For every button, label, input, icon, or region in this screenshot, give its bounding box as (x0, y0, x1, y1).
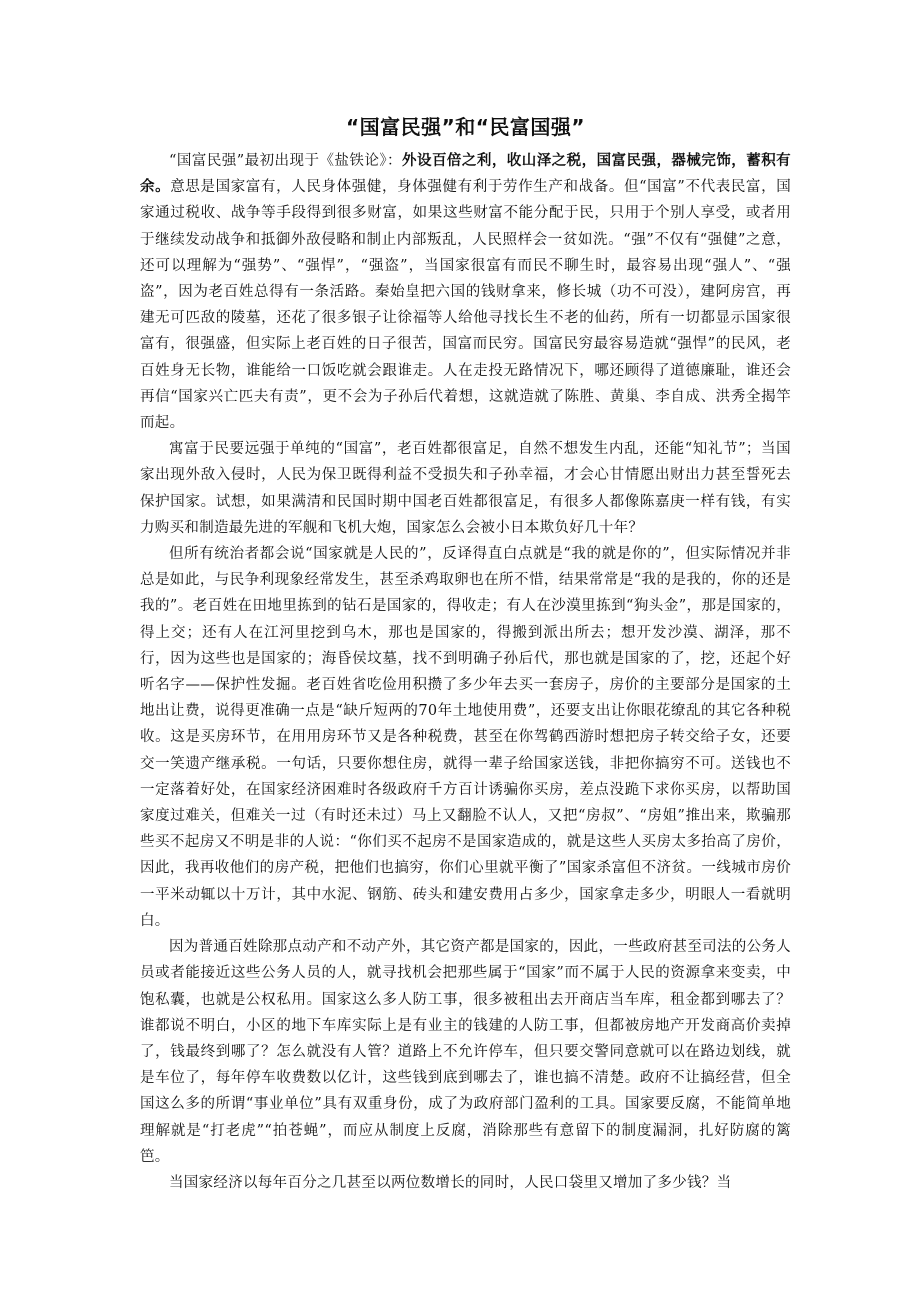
paragraph-1-lead: “国富民强”最初出现于《盐铁论》： (169, 153, 403, 169)
paragraph-3: 但所有统治者都会说“国家就是人民的”，反译得直白点就是“我的就是你的”，但实际情况并非总是如此，与民争利现象经常发生，甚至杀鸡取卵也在所不惜，结果常常是“我的是我的，你的还是我的”。老百姓在田地里拣到的钻石是国家的，得收走；有人在沙漠里拣到“狗头金”，那是国家的，得上交；还有人在江河里挖到乌木，那也是国家的，得搬到派出所去；想开发沙漠、湖泽，那不行，因为这些也是国家的；海昏侯坟墓，找不到明确子孙后代，那也就是国家的了，挖，还起个好听名字——保护性发掘。老百姓省吃俭用积攒了多少年去买一套房子，房价的主要部分是国家的土地出让费，说得更准确一点是“缺斤短两的70年土地使用费”，还要支出让你眼花缭乱的其它各种税收。这是买房环节，在用用房环节又是各种税费，甚至在你驾鹤西游时想把房子转交给子女，还要交一笑遗产继承税。一句话，只要你想住房，就得一辈子给国家送钱，非把你搞穷不可。送钱也不一定落着好处，在国家经济困难时各级政府千方百计诱骗你买房，差点没跪下求你买房，以帮助国家度过难关，但难关一过（有时还未过）马上又翻脸不认人，又把“房叔”、“房姐”推出来，欺骗那些买不起房又不明是非的人说：“你们买不起房不是国家造成的，就是这些人买房太多抬高了房价，因此，我再收他们的房产税，把他们也搞穷，你们心里就平衡了”国家杀富但不济贫。一线城市房价一平米动辄以十万计，其中水泥、钢筋、砖头和建安费用占多少，国家拿走多少，明眼人一看就明白。 (140, 546, 791, 929)
paragraph-1 (140, 148, 791, 436)
paragraph-4: 因为普通百姓除那点动产和不动产外，其它资产都是国家的，因此，一些政府甚至司法的公务人员或者能接近这些公务人员的人，就寻找机会把那些属于“国家”而不属于人民的资源拿来变卖，中饱私囊，也就是公权私用。国家这么多人防工事，很多被租出去开商店当车库，租金都到哪去了？谁都说不明白，小区的地下车库实际上是有业主的钱建的人防工事，但都被房地产开发商高价卖掉了，钱最终到哪了？怎么就没有人管？道路上不允许停车，但只要交警同意就可以在路边划线，就是车位了，每年停车收费数以亿计，这些钱到底到哪去了，谁也搞不清楚。政府不让搞经营，但全国这么多的所谓“事业单位”具有双重身份，成了为政府部门盈利的工具。国家要反腐，不能简单地理解就是“打老虎”“拍苍蝇”，而应从制度上反腐，消除那些有意留下的制度漏洞，扎好防腐的篱笆。 (140, 939, 791, 1165)
document-title: “国富民强”和“民富国强” (345, 115, 586, 139)
paragraph-5: 当国家经济以每年百分之几甚至以两位数增长的同时，人民口袋里又增加了多少钱？当 (169, 1174, 732, 1191)
paragraph-2: 寓富于民要远强于单纯的“国富”，老百姓都很富足，自然不想发生内乱，还能“知礼节”；当国家出现外敌入侵时，人民为保卫既得利益不受损失和子孙幸福，才会心甘情愿出财出力甚至誓死去保护国家。试想，如果满清和民国时期中国老百姓都很富足，有很多人都像陈嘉庚一样有钱，有实力购买和制造最先进的军舰和飞机大炮，国家怎么会被小日本欺负好几十年？ (140, 441, 791, 536)
paragraph-1-rest: 意思是国家富有，人民身体强健，身体强健有利于劳作生产和战备。但“国富”不代表民富，国家通过税收、战争等手段得到很多财富，如果这些财富不能分配于民，只用于个别人享受，或者用于继续发动战争和抵御外敌侵略和制止内部叛乱，人民照样会一贫如洗。“强”不仅有“强健”之意，还可以理解为“强势”、“强悍”，“强盗”，当国家很富有而民不聊生时，最容易出现“强人”、“强盗”，因为老百姓总得有一条活路。秦始皇把六国的钱财拿来，修长城（功不可没），建阿房宫，再建无可匹敌的陵墓，还花了很多银子让徐福等人给他寻找长生不老的仙药，所有一切都显示国家很富有，很强盛，但实际上老百姓的日子很苦，国富而民穷。国富民穷最容易造就“强悍”的民风，老百姓身无长物，谁能给一口饭吃就会跟谁走。人在走投无路情况下，哪还顾得了道德廉耻，谁还会再信“国家兴亡匹夫有责”，更不会为子孙后代着想，这就造就了陈胜、黄巢、李自成、洪秀全揭竿而起。 (140, 179, 791, 432)
paragraph-1-quote-bold: 外设百倍之利，收山泽之税，国富民强，器械完饰，蓄积有余。 (140, 153, 791, 196)
document-body (140, 112, 791, 1196)
